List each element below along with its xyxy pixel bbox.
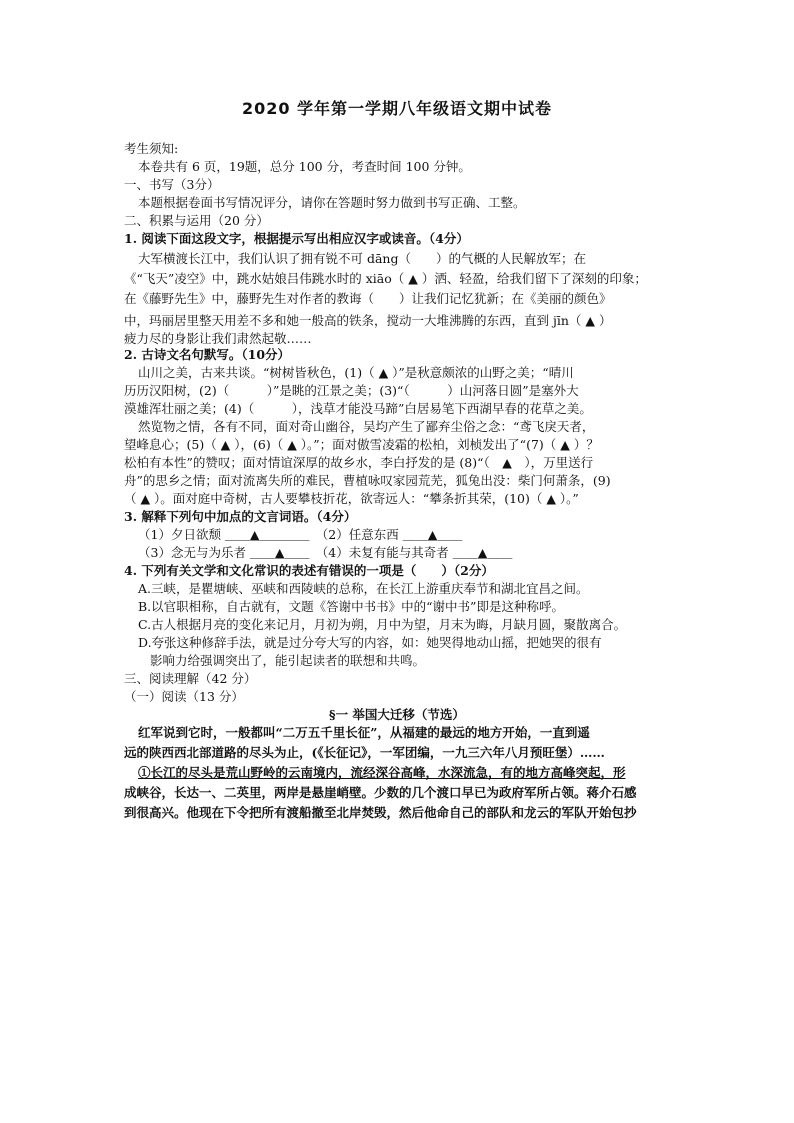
section2-heading: 二、积累与运用（20 分） xyxy=(124,213,269,228)
q3-row: （1）夕日欲颓 ＿＿▲＿＿＿＿ （2）任意东西 ＿＿▲＿＿ xyxy=(138,527,463,542)
q4-option: 影响力给强调突出了，能引起读者的联想和共鸣。 xyxy=(150,653,426,668)
q3-prompt: 3. 解释下列句中加点的文言词语。（4分） xyxy=(124,509,357,524)
passage-line: ①长江的尽头是荒山野岭的云南境内，流经深谷高峰，水深流急，有的地方高峰突起，形 xyxy=(138,765,626,780)
notice-line: 本卷共有 6 页，19题，总分 100 分，考查时间 100 分钟。 xyxy=(138,159,471,174)
q2-line: 历历汉阳树，(2)（ ）”是眺的江景之美；(3)“（ ）山河落日圆”是塞外大 xyxy=(124,383,579,398)
q1-line: 《“飞天”凌空》中，跳水姑娘吕伟跳水时的 xiāo（ ▲ ）洒、轻盈，给我们留下了深刻的印象； xyxy=(124,271,647,286)
exam-title: 2020 学年第一学期八年级语文期中试卷 xyxy=(241,99,553,118)
q1-prompt: 1. 阅读下面这段文字，根据提示写出相应汉字或读音。（4分） xyxy=(124,231,469,246)
q4-prompt: 4. 下列有关文学和文化常识的表述有错误的一项是（ ）（2分） xyxy=(124,563,494,578)
q1-line: 疲力尽的身影让我们肃然起敬…… xyxy=(124,331,312,346)
q1-line: 大军横渡长江中，我们认识了拥有锐不可 dāng（ ）的气概的人民解放军；在 xyxy=(138,251,586,266)
section3-heading: 三、阅读理解（42 分） xyxy=(124,671,257,686)
passage-line: 成峡谷，长达一、二英里，两岸是悬崖峭壁。少数的几个渡口早已为政府军所占领。蒋介石感 xyxy=(124,785,637,800)
q1-line: 中，玛丽居里整天用差不多和她一般高的铁条，搅动一大堆沸腾的东西，直到 jīn（ ▲ ） xyxy=(124,313,612,328)
passage-line: 到很高兴。他现在下令把所有渡船撤至北岸焚毁，然后他命自己的部队和龙云的军队开始包抄 xyxy=(124,805,637,820)
q2-line: 漠雄浑壮丽之美；(4)（ ），浅草才能没马蹄”白居易笔下西湖早春的花草之美。 xyxy=(124,401,592,416)
q2-line: 松柏有本性”的赞叹；面对情谊深厚的故乡水，李白抒发的是 (8)“（ ▲ ），万里送行 xyxy=(124,455,594,470)
q4-option: D.夸张这种修辞手法，就是过分夸大写的内容，如：她哭得地动山摇，把她哭的很有 xyxy=(138,635,602,650)
passage-line: 红军说到它时，一般都叫“二万五千里长征”，从福建的最远的地方开始，一直到遥 xyxy=(138,725,590,740)
q2-line: （ ▲ ）。面对庭中奇树，古人要攀枝折花，欲寄远人：“攀条折其荣，(10)（ ▲ ）。” xyxy=(124,491,579,506)
q4-option: A.三峡，是瞿塘峡、巫峡和西陵峡的总称，在长江上游重庆奉节和湖北宜昌之间。 xyxy=(138,581,589,596)
q3-row: （3）念无与为乐者 ＿＿▲＿＿ （4）未复有能与其奇者 ＿＿▲＿＿ xyxy=(138,545,513,560)
section1-text: 本题根据卷面书写情况评分，请你在答题时努力做到书写正确、工整。 xyxy=(138,195,526,210)
q2-line: 山川之美，古来共谈。“树树皆秋色，(1)（ ▲ ）”是秋意颇浓的山野之美；“晴川 xyxy=(138,365,574,380)
q2-line: 然览物之情，各有不同，面对奇山幽谷，吴均产生了鄙弃尘俗之念：“鸢飞戾天者， xyxy=(138,419,595,434)
q4-option: C.古人根据月亮的变化来记月，月初为朔，月中为望，月末为晦，月缺月圆，聚散离合。 xyxy=(138,617,627,632)
q4-option: B.以官职相称，自古就有，文题《答谢中书书》中的“谢中书”即是这种称呼。 xyxy=(138,599,564,614)
q2-line: 望峰息心；(5)（ ▲ ），(6)（ ▲ ）。”；面对傲雪凌霜的松柏，刘桢发出了“(7)（ ▲ ）？ xyxy=(124,437,599,452)
section1-heading: 一、书写（3分） xyxy=(124,177,220,192)
passage-line: 远的陕西西北部道路的尽头为止，(《长征记》，一军团编，一九三六年八月预旺堡）…… xyxy=(124,745,605,760)
q2-prompt: 2. 古诗文名句默写。（10分） xyxy=(124,347,291,362)
section3-sub: （一）阅读（13 分） xyxy=(124,689,244,704)
notice-heading: 考生须知: xyxy=(124,141,179,156)
q2-line: 舟”的思乡之情；面对流离失所的难民，曹植咏叹家园荒芜，狐兔出没：柴门何萧条，(9) xyxy=(124,473,611,488)
passage-title: §一 举国大迁移（节选） xyxy=(329,707,465,722)
q1-line: 在《藤野先生》中，藤野先生对作者的教诲（ ）让我们记忆犹新；在《美丽的颜色》 xyxy=(124,291,612,306)
